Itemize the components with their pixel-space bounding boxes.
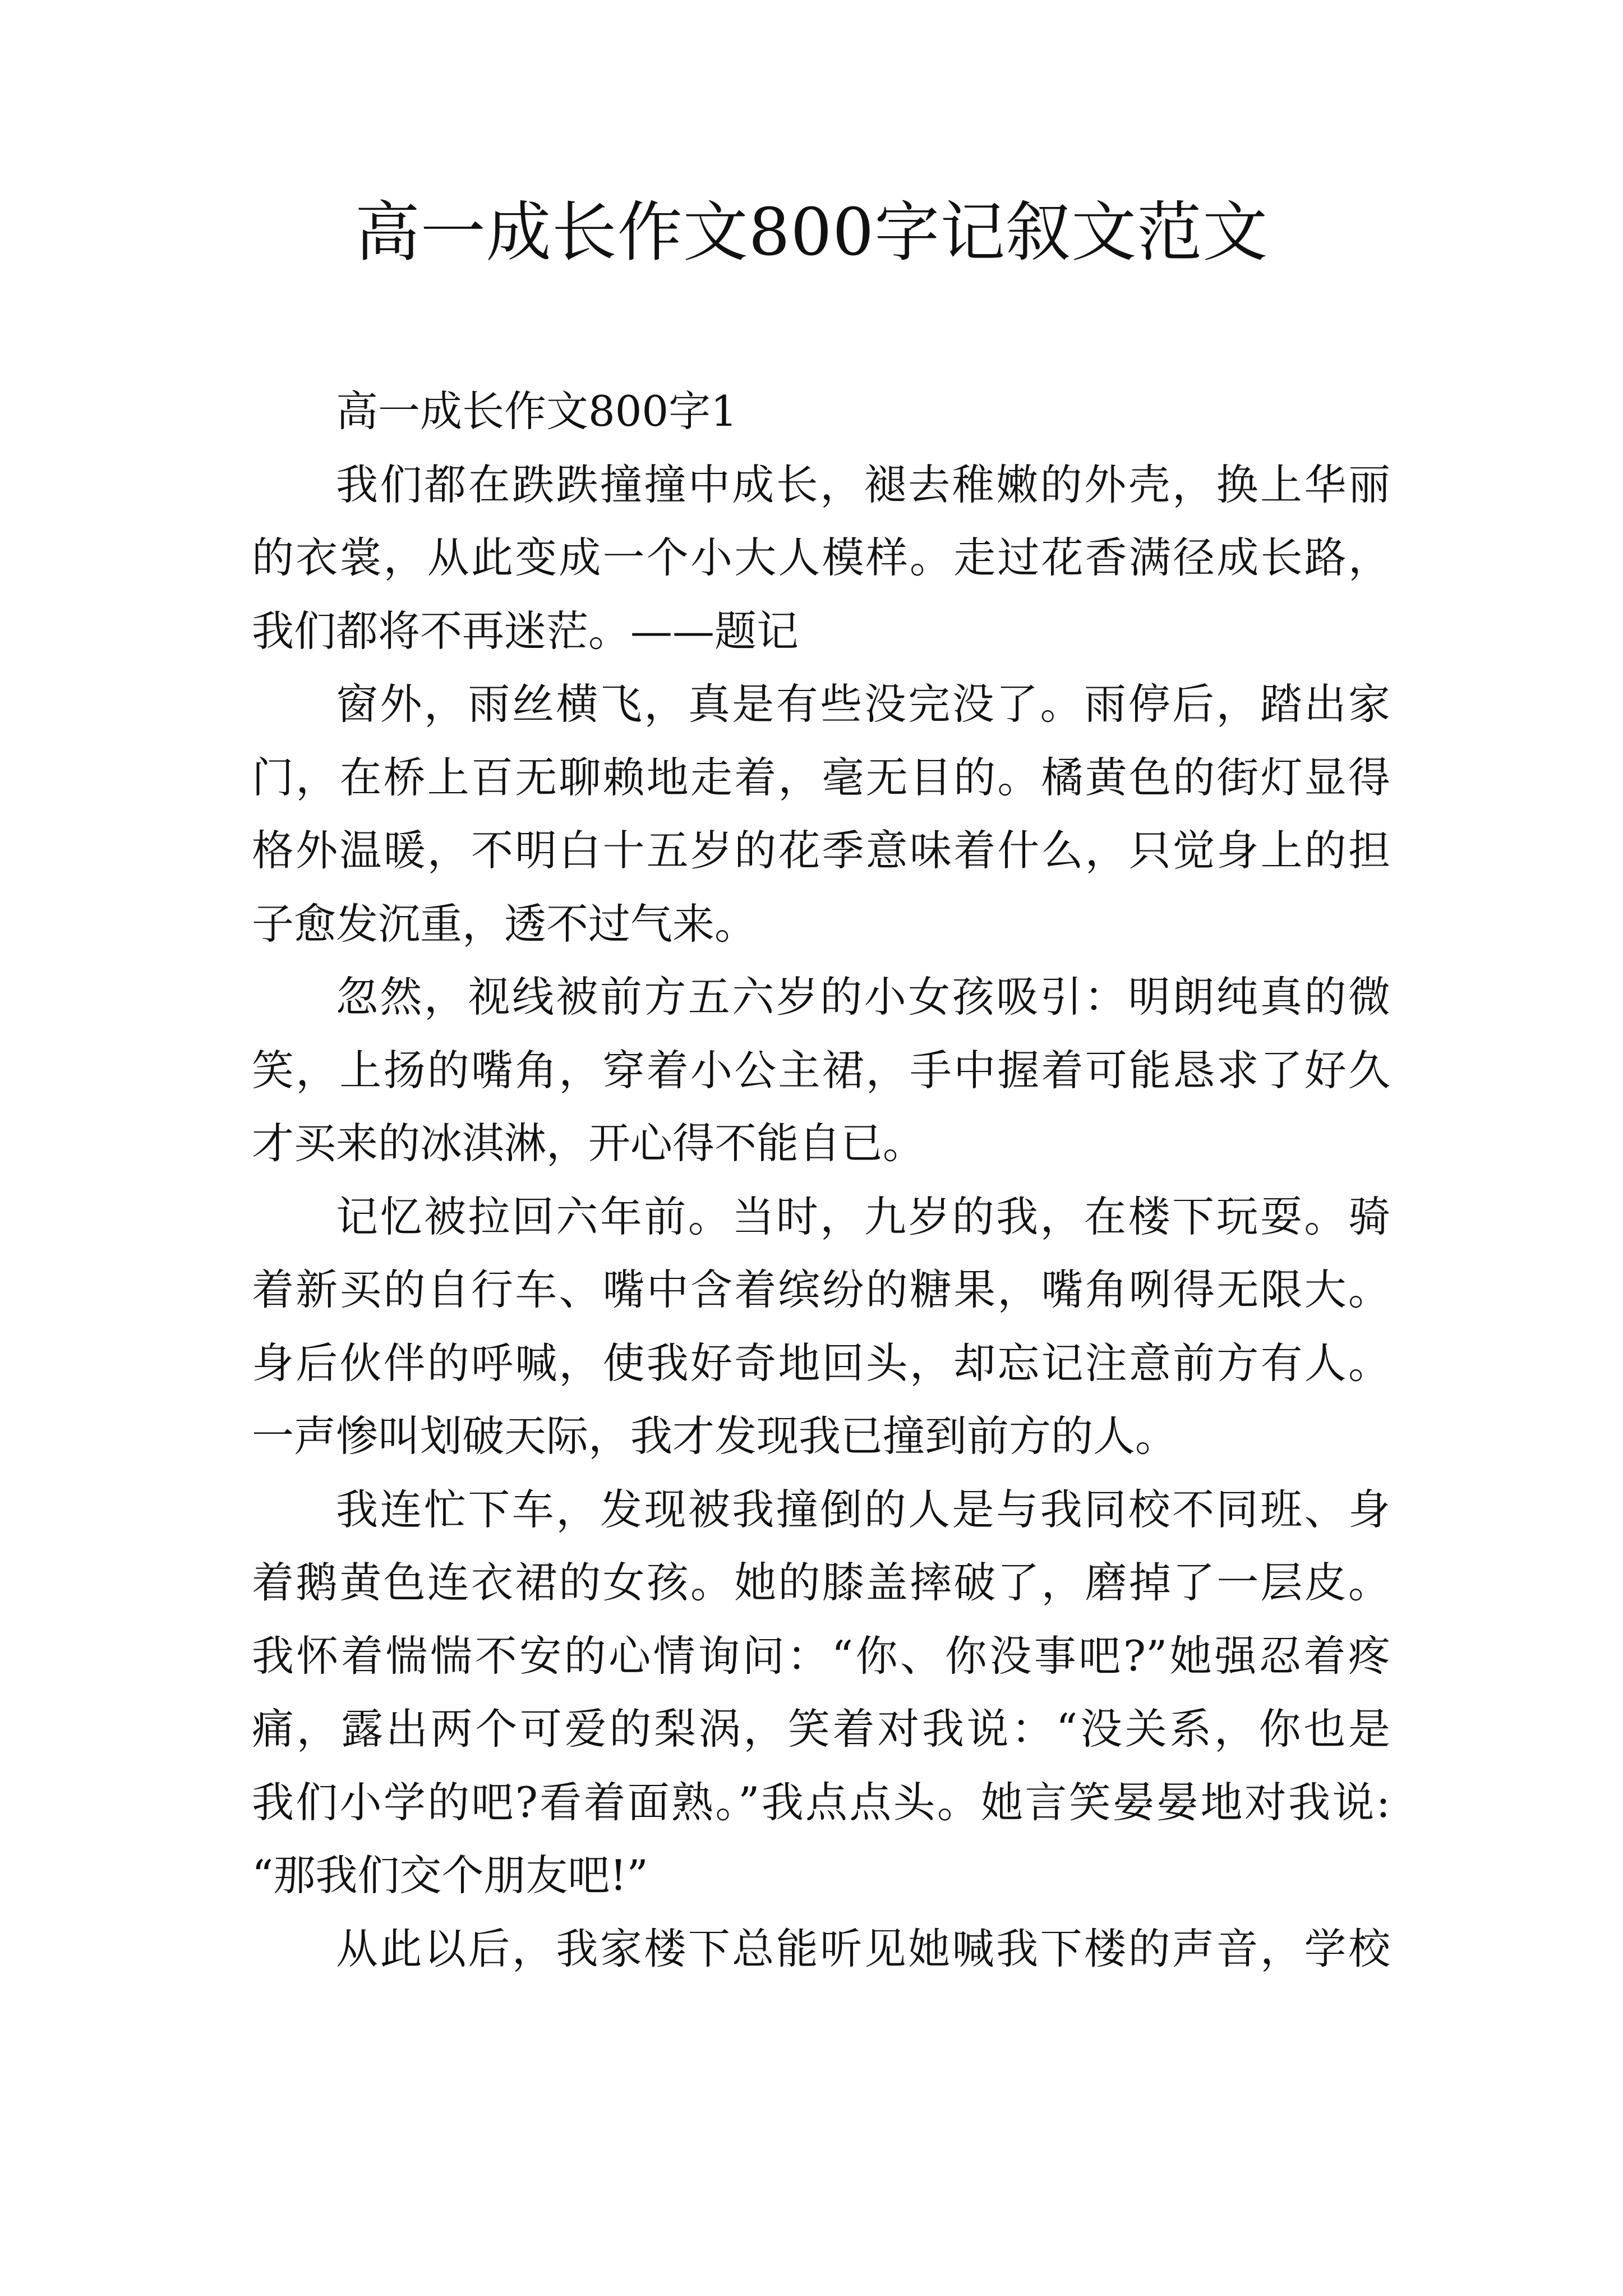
text-line: 一声惨叫划破天际，我才发现我已撞到前方的人。	[252, 1411, 1178, 1461]
document-body	[252, 375, 1390, 1985]
text-line: 格外温暖，不明白十五岁的花季意味着什么，只觉身上的担	[252, 826, 1390, 875]
text-line: 我怀着惴惴不安的心情询问：“你、你没事吧?”她强忍着疼	[252, 1631, 1390, 1681]
text-line: “那我们交个朋友吧!”	[252, 1851, 648, 1900]
text-line: 我连忙下车，发现被我撞倒的人是与我同校不同班、身	[336, 1484, 1390, 1534]
text-line: 记忆被拉回六年前。当时，九岁的我，在楼下玩耍。骑	[336, 1191, 1390, 1241]
text-line: 痛，露出两个可爱的梨涡，笑着对我说：“没关系，你也是	[252, 1704, 1390, 1754]
text-line: 窗外，雨丝横飞，真是有些没完没了。雨停后，踏出家	[336, 679, 1390, 729]
text-line: 高一成长作文800字1	[336, 386, 737, 436]
text-line: 子愈发沉重，透不过气来。	[252, 899, 757, 949]
text-line: 忽然，视线被前方五六岁的小女孩吸引：明朗纯真的微	[336, 972, 1390, 1022]
text-line: 笑，上扬的嘴角，穿着小公主裙，手中握着可能恳求了好久	[252, 1045, 1390, 1095]
text-line: 的衣裳，从此变成一个小大人模样。走过花香满径成长路，	[252, 533, 1390, 582]
text-line: 着新买的自行车、嘴中含着缤纷的糖果，嘴角咧得无限大。	[252, 1265, 1390, 1314]
text-line: 才买来的冰淇淋，开心得不能自已。	[252, 1119, 925, 1168]
text-line: 我们都在跌跌撞撞中成长，褪去稚嫩的外壳，换上华丽	[336, 459, 1390, 509]
text-line: 着鹅黄色连衣裙的女孩。她的膝盖摔破了，磨掉了一层皮。	[252, 1558, 1390, 1607]
text-line: 身后伙伴的呼喊，使我好奇地回头，却忘记注意前方有人。	[252, 1338, 1390, 1388]
text-line: 我们都将不再迷茫。——题记	[252, 606, 799, 656]
text-line: 我们小学的吧?看着面熟。”我点点头。她言笑晏晏地对我说:	[252, 1777, 1390, 1827]
text-line: 从此以后，我家楼下总能听见她喊我下楼的声音，学校	[336, 1924, 1390, 1973]
document-title: 高一成长作文800字记叙文范文	[354, 195, 1269, 270]
text-line: 门，在桥上百无聊赖地走着，毫无目的。橘黄色的街灯显得	[252, 752, 1390, 802]
